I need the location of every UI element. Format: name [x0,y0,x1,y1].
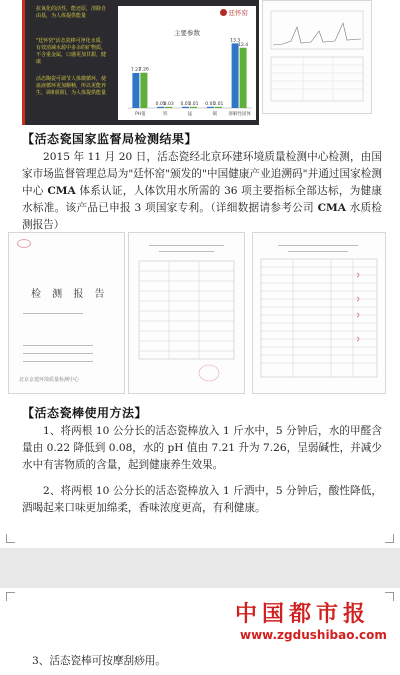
bar [207,107,214,108]
report-results-page-2 [252,232,386,394]
watermark-name: 中国都市报 [235,602,371,627]
page-corner-mark [6,592,15,601]
product-slide-image [22,0,259,125]
category-label: 铜 [212,112,218,117]
page-corner-mark [385,592,394,601]
bar-value-label: 0.01 [213,101,224,107]
usage-step-2: 2、将两根 10 公分长的活态瓷棒放入 1 斤酒中，5 分钟后，酸性降低，酒喝起来口味更加绵柔，香味浓度更高，有利健康。 [22,485,382,514]
bar-value-label: 0.01 [180,101,191,107]
report-org: 北京京建环境质量检测中心 [19,377,80,383]
section-heading-inspection: 【活态瓷国家监督局检测结果】 [22,132,198,146]
report-seal-icon [17,239,31,248]
bar-value-label: 13.3 [230,38,241,44]
brand-logo-text: 廷怀窑 [228,9,248,17]
bar [240,48,247,108]
para-text-3: 水质检测报告） [22,202,382,231]
category-label: PH值 [135,112,146,117]
chart-panel [118,6,256,120]
watermark-url: www.zgdushibao.com [240,628,387,642]
bar [165,107,172,108]
bar [140,73,147,108]
report-title: 检 测 报 告 [31,289,109,300]
usage-step-1: 1、将两根 10 公分长的活态瓷棒放入 1 斤水中，5 分钟后，水的甲醛含量由 0.22 降低到 0.08，水的 pH 值由 7.21 升为 7.26，呈弱碱性，并减少水中有害物质的含量，起到健康养生效果。 [22,425,382,471]
bar [157,107,164,108]
bar-value-label: 0.01 [205,101,216,107]
bar [215,107,222,108]
bar-value-label: 7.21 [130,67,141,73]
page-break-gap [0,548,400,588]
bar [182,107,189,108]
report-cover-page [8,232,125,394]
report-results-page-1 [128,232,245,394]
bar-value-label: 0.01 [188,101,199,107]
report-chart-thumbnail [262,0,372,114]
category-label: 锰 [187,112,193,117]
category-label: 铁 [162,112,168,117]
bar-value-label: 0.05 [155,101,166,107]
cma-label-2: CMA [317,202,346,214]
slide-text-b: "廷怀窑"活态瓷棒可净化水质，有效消减水源中多余的矿物质，不含重金属，口感更加甘甜，健康 [36,38,107,65]
page-corner-mark [6,534,15,543]
para-text-1: 2015 年 11 月 20 日，活态瓷经北京环建环境质量检测中心检测，由国家市场监督管理总局为"廷怀窑"颁发的"中国健康产业追溯码"并通过国家检测中心 [22,151,382,197]
bar-value-label: 7.26 [138,67,149,73]
category-label: 溶解性固体 [228,112,251,117]
inspection-paragraph [22,149,382,234]
para-text-2: 体系认证，人体饮用水所需的 36 项主要指标全部达标，为健康水标准。该产品已申报 3 项国家专利。（详细数据请参考公司 [22,185,382,214]
usage-step-3: 3、活态瓷棒可按摩刮痧用。 [32,655,166,667]
page-corner-mark [385,534,394,543]
bar [190,107,197,108]
slide-text-c: 活态陶瓷可调节人体微循环，使血液循环更加顺畅，所以更能养生，调和阴阳，为人体提供能量 [36,76,107,96]
cma-label: CMA [47,185,76,197]
bar-value-label: 0.03 [163,101,174,107]
slide-text-a: 抗氧化的活性，能还原，清除自由基，为人体提供能量 [36,6,107,19]
chart-title: 主要参数 [174,29,200,37]
bar-value-label: 12.4 [238,42,249,48]
bar [132,73,139,108]
parameter-bar-chart [118,6,256,120]
section-heading-usage: 【活态瓷棒使用方法】 [22,406,148,420]
bar [232,43,239,108]
